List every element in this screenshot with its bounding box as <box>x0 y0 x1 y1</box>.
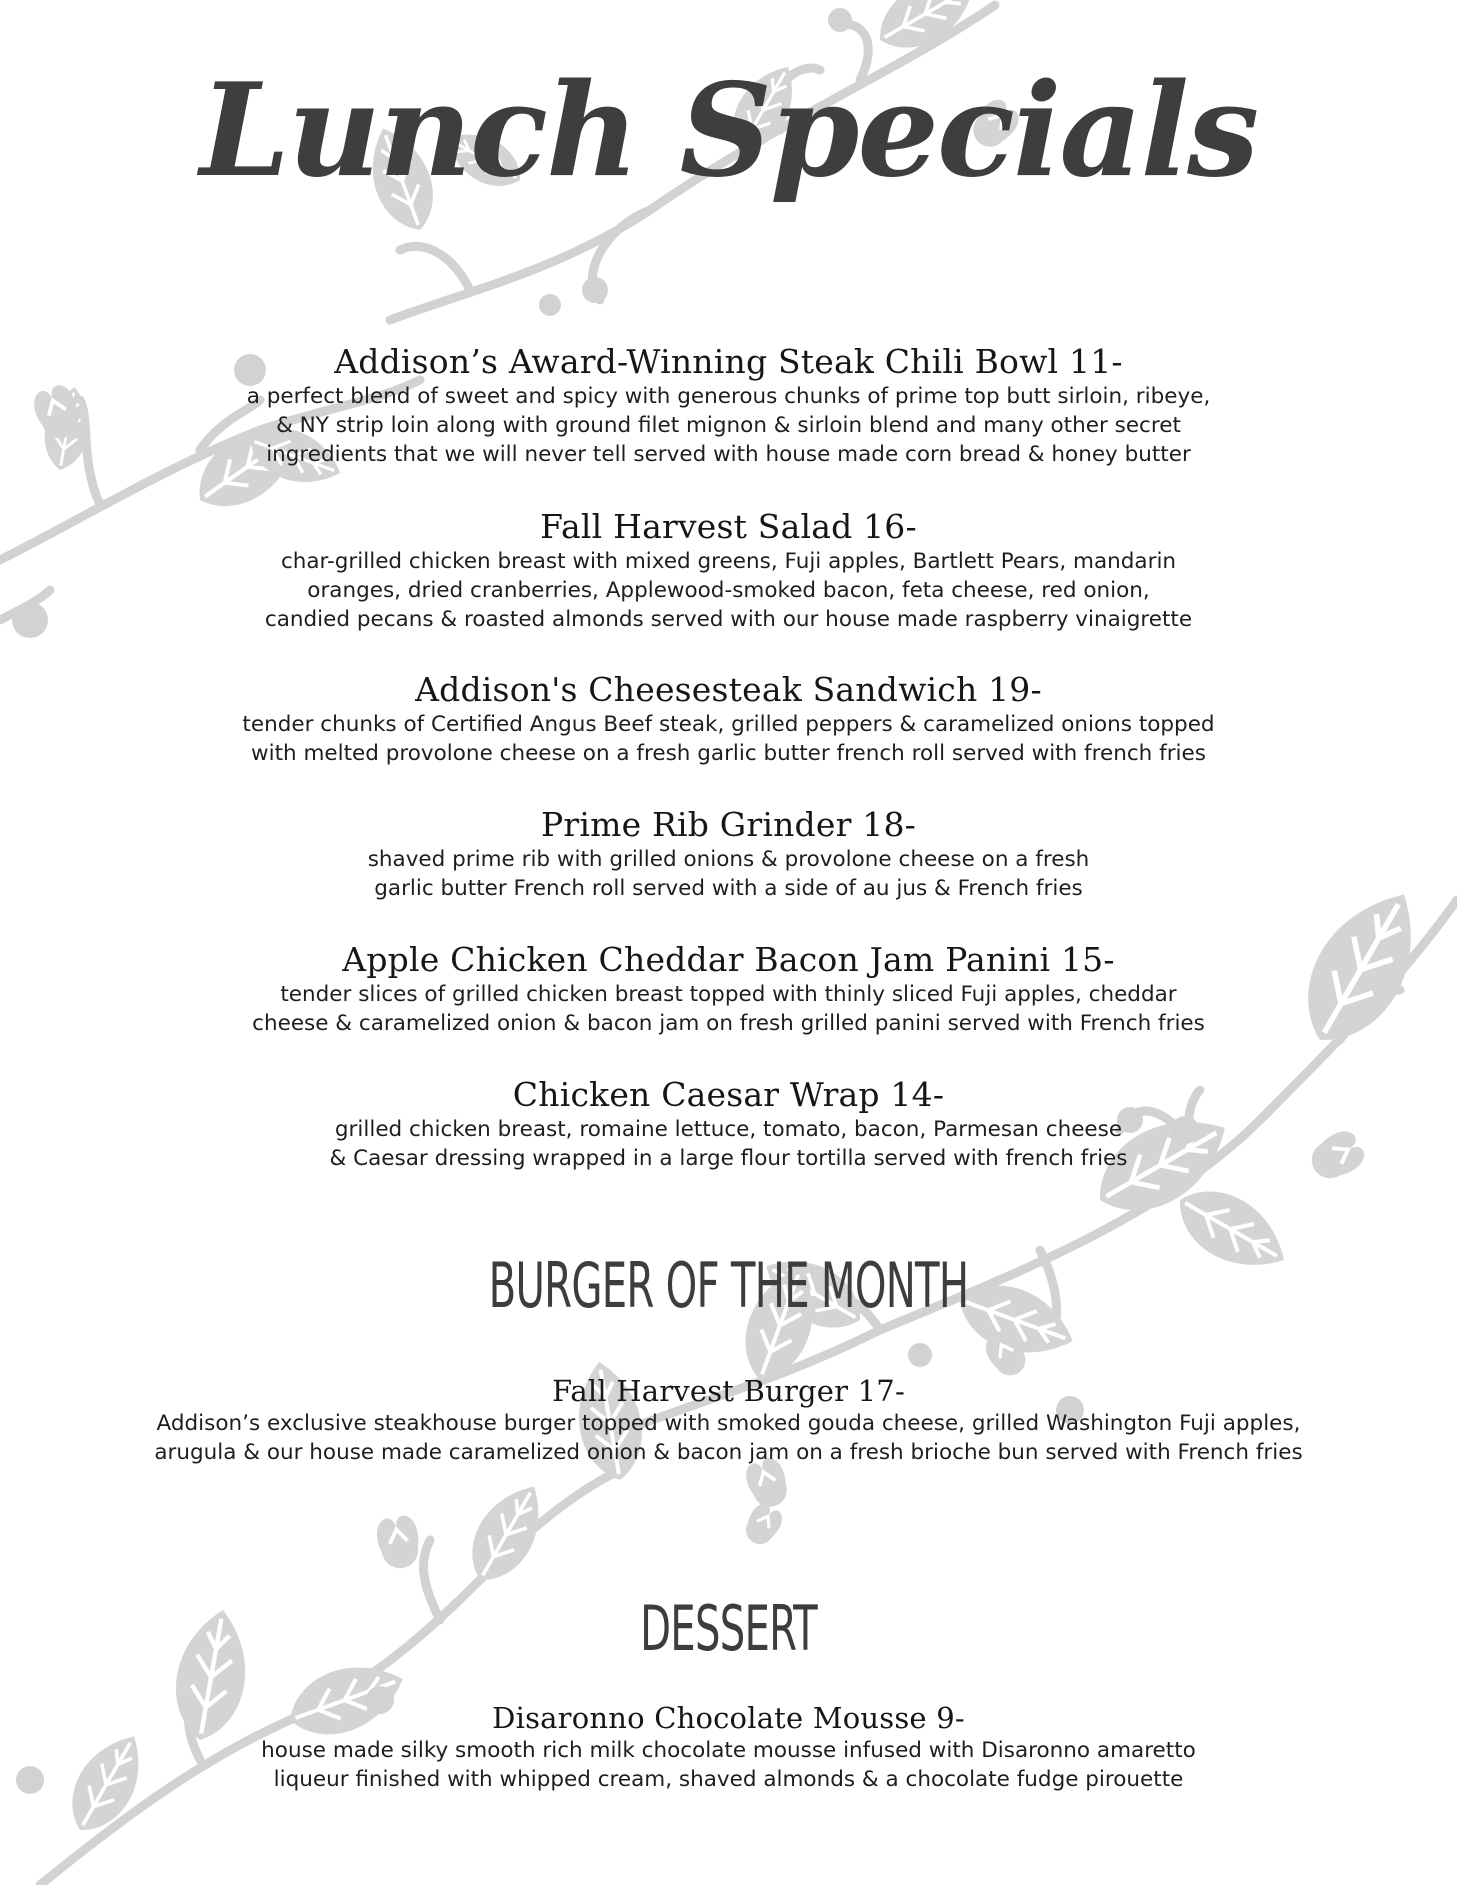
item-description <box>60 1409 1397 1467</box>
description-line: house made silky smooth rich milk chocolate mousse infused with Disaronno amaretto <box>261 1738 1196 1763</box>
description-line: candied pecans & roasted almonds served with our house made raspberry vinaigrette <box>264 607 1193 632</box>
description-line: tender chunks of Certified Angus Beef steak, grilled peppers & caramelized onions topped <box>242 712 1215 737</box>
menu-item <box>60 1700 1397 1794</box>
item-name: Fall Harvest Burger 17- <box>552 1374 905 1408</box>
item-name: Prime Rib Grinder 18- <box>540 805 917 844</box>
item-description <box>60 845 1397 903</box>
description-line: a perfect blend of sweet and spicy with generous chunks of prime top butt sirloin, ribeye, <box>246 384 1211 409</box>
menu-item <box>60 1373 1397 1467</box>
item-name: Apple Chicken Cheddar Bacon Jam Panini 15- <box>342 940 1115 979</box>
description-line: ingredients that we will never tell served with house made corn bread & honey butter <box>266 442 1191 467</box>
item-description <box>60 1115 1397 1173</box>
description-line: liqueur finished with whipped cream, shaved almonds & a chocolate fudge pirouette <box>273 1767 1184 1792</box>
description-line: & Caesar dressing wrapped in a large flour tortilla served with french fries <box>329 1146 1128 1171</box>
item-description <box>60 547 1397 634</box>
description-line: grilled chicken breast, romaine lettuce, tomato, bacon, Parmesan cheese <box>334 1117 1123 1142</box>
description-line: char-grilled chicken breast with mixed greens, Fuji apples, Bartlett Pears, mandarin <box>280 549 1177 574</box>
item-description <box>60 980 1397 1038</box>
burger-section-heading: BURGER OF THE MONTH <box>488 1249 969 1322</box>
description-line: arugula & our house made caramelized onion & bacon jam on a fresh brioche bun served with French fries <box>154 1440 1303 1465</box>
description-line: with melted provolone cheese on a fresh garlic butter french roll served with french fries <box>251 741 1206 766</box>
description-line: oranges, dried cranberries, Applewood-smoked bacon, feta cheese, red onion, <box>307 578 1150 603</box>
item-name: Chicken Caesar Wrap 14- <box>512 1075 945 1114</box>
item-name: Addison’s Award-Winning Steak Chili Bowl 11- <box>334 342 1123 381</box>
description-line: tender slices of grilled chicken breast topped with thinly sliced Fuji apples, cheddar <box>280 982 1177 1007</box>
item-name: Addison's Cheesesteak Sandwich 19- <box>415 670 1042 709</box>
menu-item <box>60 670 1397 768</box>
description-line: garlic butter French roll served with a side of au jus & French fries <box>374 876 1083 901</box>
menu-item <box>60 342 1397 469</box>
description-line: cheese & caramelized onion & bacon jam on fresh grilled panini served with French fries <box>252 1011 1205 1036</box>
menu-item <box>60 940 1397 1038</box>
item-description <box>60 382 1397 469</box>
menu-item <box>60 1075 1397 1173</box>
description-line: Addison’s exclusive steakhouse burger topped with smoked gouda cheese, grilled Washington Fuji apples, <box>156 1411 1301 1436</box>
item-name: Disaronno Chocolate Mousse 9- <box>492 1701 965 1735</box>
item-description <box>60 710 1397 768</box>
menu-item <box>60 507 1397 634</box>
description-line: & NY strip loin along with ground filet mignon & sirloin blend and many other secret <box>276 413 1181 438</box>
description-line: shaved prime rib with grilled onions & provolone cheese on a fresh <box>367 847 1090 872</box>
page-title: Lunch Specials <box>199 56 1258 206</box>
item-name: Fall Harvest Salad 16- <box>540 507 917 546</box>
item-description <box>60 1736 1397 1794</box>
menu-item <box>60 805 1397 903</box>
dessert-section-heading: DESSERT <box>640 1592 817 1665</box>
